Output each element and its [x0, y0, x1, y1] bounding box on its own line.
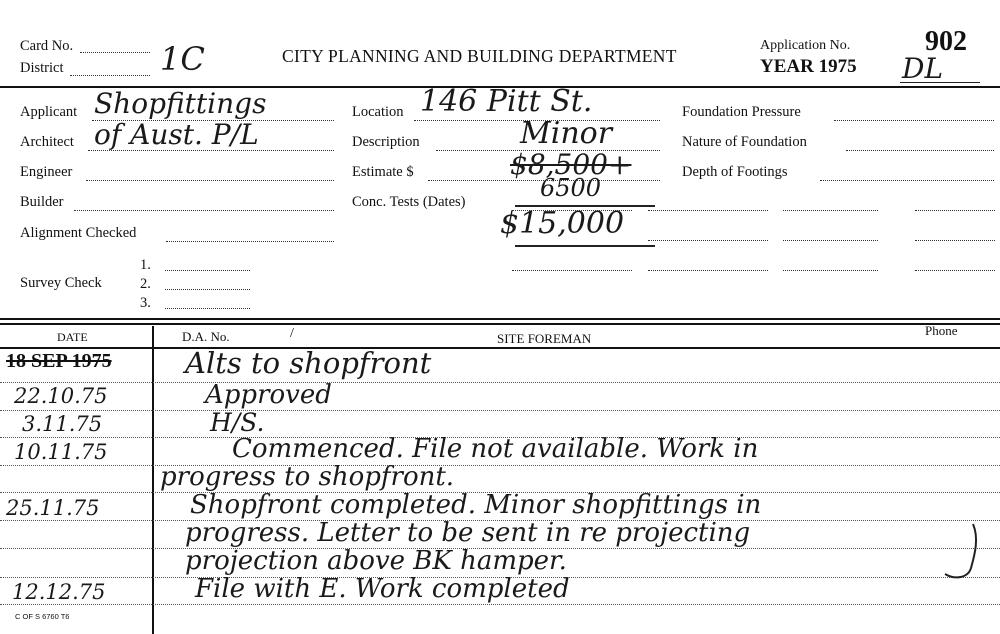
depth-label: Depth of Footings [682, 164, 788, 180]
da-no-header: D.A. No. [182, 329, 230, 344]
application-initials: DL [902, 52, 944, 85]
log-row-line-9 [0, 604, 1000, 605]
foundation-pressure-line [834, 120, 994, 121]
log-text-9: File with E. Work completed [195, 574, 570, 604]
conc-line-2 [648, 210, 768, 211]
alignment-label: Alignment Checked [20, 225, 137, 241]
log-date-1: 18 SEP 1975 [6, 350, 112, 372]
log-text-7: progress. Letter to be sent in re projecting [185, 518, 751, 548]
log-date-6: 25.11.75 [6, 496, 100, 520]
survey-num-1: 1. [140, 257, 151, 273]
builder-line [74, 210, 334, 211]
builder-label: Builder [20, 194, 64, 210]
log-header-rule [0, 347, 1000, 349]
phone-header: Phone [925, 323, 958, 338]
date-column-divider [152, 326, 154, 634]
architect-label: Architect [20, 134, 74, 150]
log-text-1: Alts to shopfront [185, 346, 432, 380]
footer-code: C OF S 6760 T6 [15, 612, 70, 621]
alignment-line [166, 241, 334, 242]
log-text-8: projection above BK hamper. [185, 546, 567, 576]
survey-line-3 [165, 308, 250, 309]
da-no-slash: / [290, 326, 294, 341]
location-value: 146 Pitt St. [420, 84, 593, 119]
survey-line-2 [165, 289, 250, 290]
log-top-rule-2 [0, 323, 1000, 325]
survey-label: Survey Check [20, 275, 102, 291]
log-date-3: 3.11.75 [22, 412, 103, 436]
year-label: YEAR 1975 [760, 56, 857, 77]
conc-line-11 [915, 270, 995, 271]
initials-underline [900, 82, 980, 83]
conc-line-7 [915, 240, 995, 241]
log-text-6: Shopfront completed. Minor shopfittings in [190, 490, 762, 520]
conc-line-3 [783, 210, 878, 211]
card-no-line [80, 52, 150, 53]
date-header: DATE [57, 330, 88, 344]
log-date-9: 12.12.75 [12, 580, 106, 604]
estimate-label: Estimate $ [352, 164, 414, 180]
conc-line-6 [783, 240, 878, 241]
log-row-line-1 [0, 382, 1000, 383]
department-title: CITY PLANNING AND BUILDING DEPARTMENT [282, 46, 677, 66]
log-row-line-2 [0, 410, 1000, 411]
conc-line-8 [512, 270, 632, 271]
nature-line [846, 150, 994, 151]
location-label: Location [352, 104, 404, 120]
log-date-4: 10.11.75 [14, 440, 108, 464]
district-label: District [20, 60, 64, 76]
card-no-value: 1C [160, 40, 205, 78]
application-no-value: 902 [925, 26, 967, 57]
applicant-label: Applicant [20, 104, 78, 120]
conc-line-5 [648, 240, 768, 241]
conc-line-4 [915, 210, 995, 211]
description-label: Description [352, 134, 420, 150]
survey-num-3: 3. [140, 295, 151, 311]
engineer-label: Engineer [20, 164, 73, 180]
description-value: Minor [520, 116, 613, 151]
site-foreman-header: SITE FOREMAN [497, 331, 592, 346]
survey-line-1 [165, 270, 250, 271]
log-row-line-4 [0, 465, 1000, 466]
log-date-2: 22.10.75 [14, 384, 108, 408]
nature-label: Nature of Foundation [682, 134, 807, 150]
log-text-3: H/S. [210, 408, 265, 437]
foundation-pressure-label: Foundation Pressure [682, 104, 801, 120]
card-no-label: Card No. [20, 38, 74, 54]
estimate-total: $15,000 [500, 206, 625, 241]
estimate-value-struck: $8,500+ [510, 148, 632, 181]
conc-line-1 [512, 210, 632, 211]
log-text-4: Commenced. File not available. Work in [232, 434, 759, 464]
log-top-rule-1 [0, 318, 1000, 320]
pen-mark-icon [935, 520, 985, 585]
survey-num-2: 2. [140, 276, 151, 292]
engineer-line [86, 180, 334, 181]
district-line [70, 75, 150, 76]
estimate-value-2: 6500 [540, 174, 602, 202]
conc-line-10 [783, 270, 878, 271]
conc-tests-label: Conc. Tests (Dates) [352, 194, 466, 210]
log-text-2: Approved [205, 380, 332, 410]
conc-line-9 [648, 270, 768, 271]
architect-value: of Aust. P/L [94, 118, 259, 151]
application-no-label: Application No. [760, 38, 851, 53]
estimate-total-underline [515, 245, 655, 247]
depth-line [820, 180, 994, 181]
log-text-5: progress to shopfront. [160, 462, 455, 492]
applicant-value: Shopfittings [94, 87, 267, 120]
